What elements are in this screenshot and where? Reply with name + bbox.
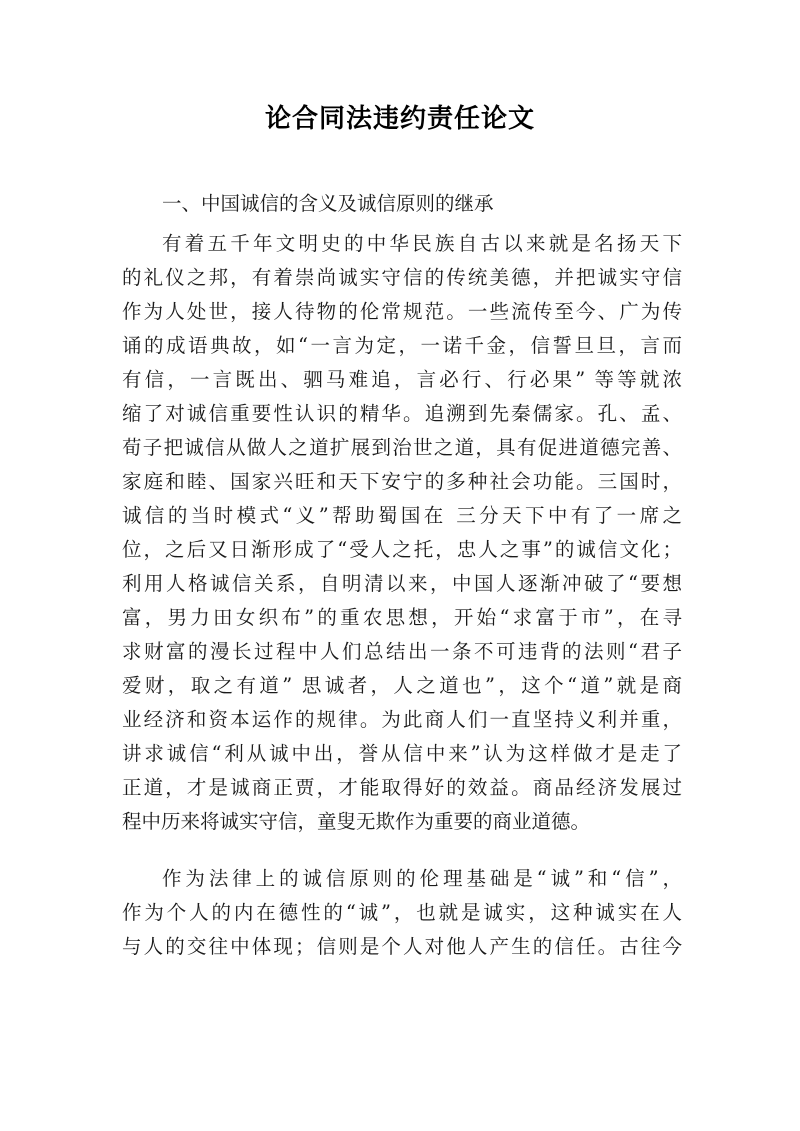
paragraph-line: 有着五千年文明史的中华民族自古以来就是名扬天下 bbox=[162, 232, 682, 255]
paragraph-line: 诚信的当时模式“义”帮助蜀国在 三分天下中有了一席之 bbox=[122, 504, 682, 527]
paragraph-line: 正道，才是诚商正贾，才能取得好的效益。商品经济发展过 bbox=[122, 776, 682, 799]
paragraph-line: 程中历来将诚实守信，童叟无欺作为重要的商业道德。 bbox=[122, 810, 591, 833]
paragraph-line: 业经济和资本运作的规律。为此商人们一直坚持义利并重， bbox=[122, 708, 682, 731]
paragraph-line: 的礼仪之邦，有着崇尚诚实守信的传统美德，并把诚实守信 bbox=[122, 266, 682, 289]
paragraph-line: 讲求诚信“利从诚中出，誉从信中来”认为这样做才是走了 bbox=[122, 742, 682, 765]
paragraph-line: 家庭和睦、国家兴旺和天下安宁的多种社会功能。三国时， bbox=[122, 470, 682, 493]
paragraph-line: 诵的成语典故，如“一言为定，一诺千金，信誓旦旦，言而 bbox=[122, 334, 682, 357]
paragraph-line: 缩了对诚信重要性认识的精华。追溯到先秦儒家。孔、孟、 bbox=[122, 402, 682, 425]
section-heading: 一、中国诚信的含义及诚信原则的继承 bbox=[162, 192, 494, 215]
paragraph-line: 富，男力田女织布”的重农思想，开始“求富于市”，在寻 bbox=[122, 606, 682, 629]
paragraph-line: 作为个人的内在德性的“诚”，也就是诚实，这种诚实在人 bbox=[122, 901, 682, 924]
paragraph-line: 位，之后又日渐形成了“受人之托，忠人之事”的诚信文化； bbox=[122, 538, 682, 561]
document-title: 论合同法违约责任论文 bbox=[264, 104, 535, 134]
paragraph-line: 与人的交往中体现；信则是个人对他人产生的信任。古往今 bbox=[122, 935, 682, 958]
paragraph-line: 求财富的漫长过程中人们总结出一条不可违背的法则“君子 bbox=[122, 640, 682, 663]
paragraph-line: 荀子把诚信从做人之道扩展到治世之道，具有促进道德完善、 bbox=[122, 436, 682, 459]
paragraph-line: 作为人处世，接人待物的伦常规范。一些流传至今、广为传 bbox=[122, 300, 682, 323]
paragraph-line: 作为法律上的诚信原则的伦理基础是“诚”和“信”， bbox=[162, 867, 682, 890]
paragraph-line: 利用人格诚信关系，自明清以来，中国人逐渐冲破了“要想 bbox=[122, 572, 682, 595]
paragraph-line: 爱财，取之有道” 思诚者，人之道也”，这个“道”就是商 bbox=[122, 674, 682, 697]
paragraph-line: 有信，一言既出、驷马难追，言必行、行必果” 等等就浓 bbox=[122, 368, 682, 391]
